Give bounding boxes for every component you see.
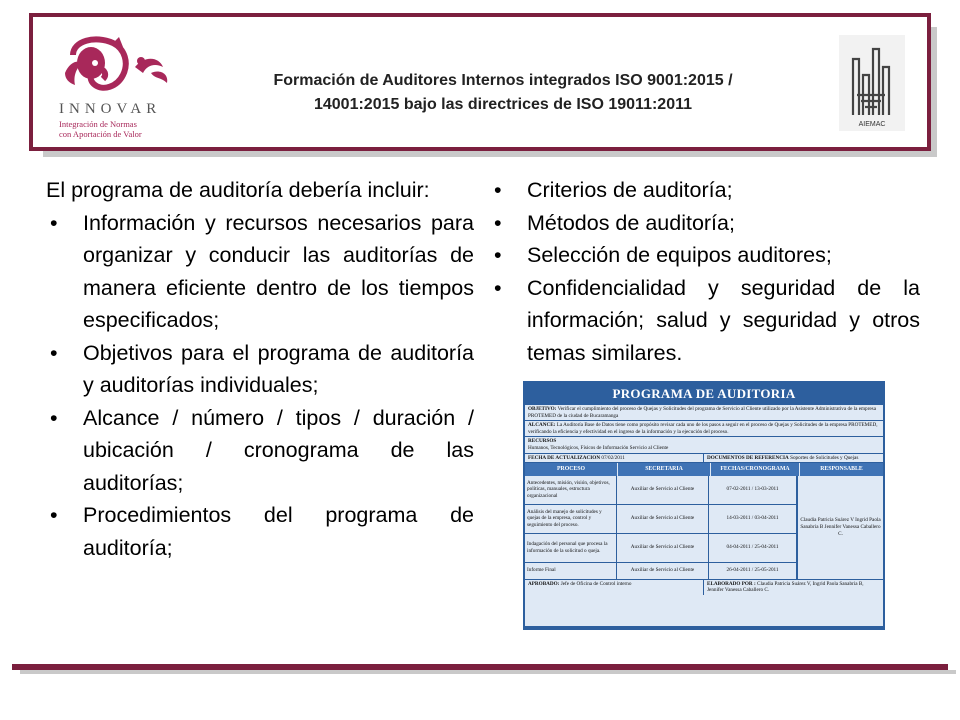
list-item: • Procedimientos del programa de auditoría; (46, 499, 474, 564)
table-objetivo: OBJETIVO: Verificar el cumplimiento del proceso de Quejas y Solicitudes del programa de Servicio al Cliente utilizado por la Asistente Administrativa de la empresa PROTEMED de la ciudad de Bucaramanga (525, 405, 883, 421)
innovar-logo (55, 33, 215, 143)
svg-text:Integración de Normas: Integración de Normas (59, 119, 137, 129)
table-header-row: PROCESO SECRETARIA FECHAS/CRONOGRAMA RESPONSABLE (525, 463, 883, 476)
right-column (490, 174, 920, 369)
table-recursos: RECURSOS Humanos, Tecnológicos, Físicos de Información Servicio al Cliente (525, 437, 883, 453)
header-banner (29, 13, 931, 151)
page-title: Formación de Auditores Internos integrados ISO 9001:2015 / 14001:2015 bajo las directrices de ISO 19011:2011 (273, 72, 733, 113)
list-item: • Métodos de auditoría; (490, 207, 920, 240)
list-item: • Objetivos para el programa de auditoría y auditorías individuales; (46, 337, 474, 402)
right-bullet-list (490, 174, 920, 369)
svg-text:AIEMAC: AIEMAC (858, 121, 886, 128)
svg-text:con Aportación de Valor: con Aportación de Valor (59, 129, 142, 139)
table-responsable: Claudia Patricia Suárez V Ingrid Paola Sanabria B Jennifer Vanessa Caballero C. (797, 476, 883, 580)
audit-program-table (523, 381, 885, 630)
table-row: Informe Final Auxiliar de Servicio al Cliente 26-04-2011 / 25-05-2011 (525, 563, 797, 580)
list-item: • Confidencialidad y seguridad de la información; salud y seguridad y otros temas similares. (490, 272, 920, 370)
table-alcance: ALCANCE: La Auditoría Base de Datos tiene como propósito revisar cada uno de los pasos a seguir en el proceso de Quejas y Solicitudes de la empresa PROTEMED, verificando la eficiencia y efectividad en el ingreso de la información y la ejecución del proceso. (525, 421, 883, 437)
table-row: Antecedentes, misión, visión, objetivos, políticas, manuales, estructura organizacional Auxiliar de Servicio al Cliente 07-02-2011 / 13-03-2011 (525, 476, 797, 505)
left-column (46, 174, 474, 564)
table-fecha-docs: FECHA DE ACTUALIZACION 07/02/2011 DOCUMENTOS DE REFERENCIA Soportes de Solicitudes y Quejas (525, 454, 883, 464)
table-footer: APROBADO: Jefe de Oficina de Control interno ELABORADO POR : Claudia Patricia Suárez V, Ingrid Paola Sanabria B, Jennifer Vanessa Caballero C. (525, 580, 883, 595)
list-item: • Selección de equipos auditores; (490, 239, 920, 272)
table-title: PROGRAMA DE AUDITORIA (612, 386, 796, 401)
bottom-divider (12, 664, 948, 670)
table-row: Análisis del manejo de solicitudes y quejas de la empresa, control y seguimiento del proceso. Auxiliar de Servicio al Cliente 14-03-2011 / 03-04-2011 (525, 505, 797, 534)
intro-text: El programa de auditoría debería incluir: (46, 178, 430, 202)
list-item: • Alcance / número / tipos / duración / ubicación / cronograma de las auditorías; (46, 402, 474, 500)
aiemac-logo (839, 35, 905, 131)
left-bullet-list (46, 207, 474, 565)
table-row: Indagación del personal que procesa la información de la solicitud o queja. Auxiliar de Servicio al Cliente 04-04-2011 / 25-04-2011 (525, 534, 797, 563)
list-item: • Criterios de auditoría; (490, 174, 920, 207)
innovar-logo-text: INNOVAR (59, 101, 162, 117)
list-item: • Información y recursos necesarios para organizar y conducir las auditorías de manera eficiente dentro de los tiempos especificados; (46, 207, 474, 337)
